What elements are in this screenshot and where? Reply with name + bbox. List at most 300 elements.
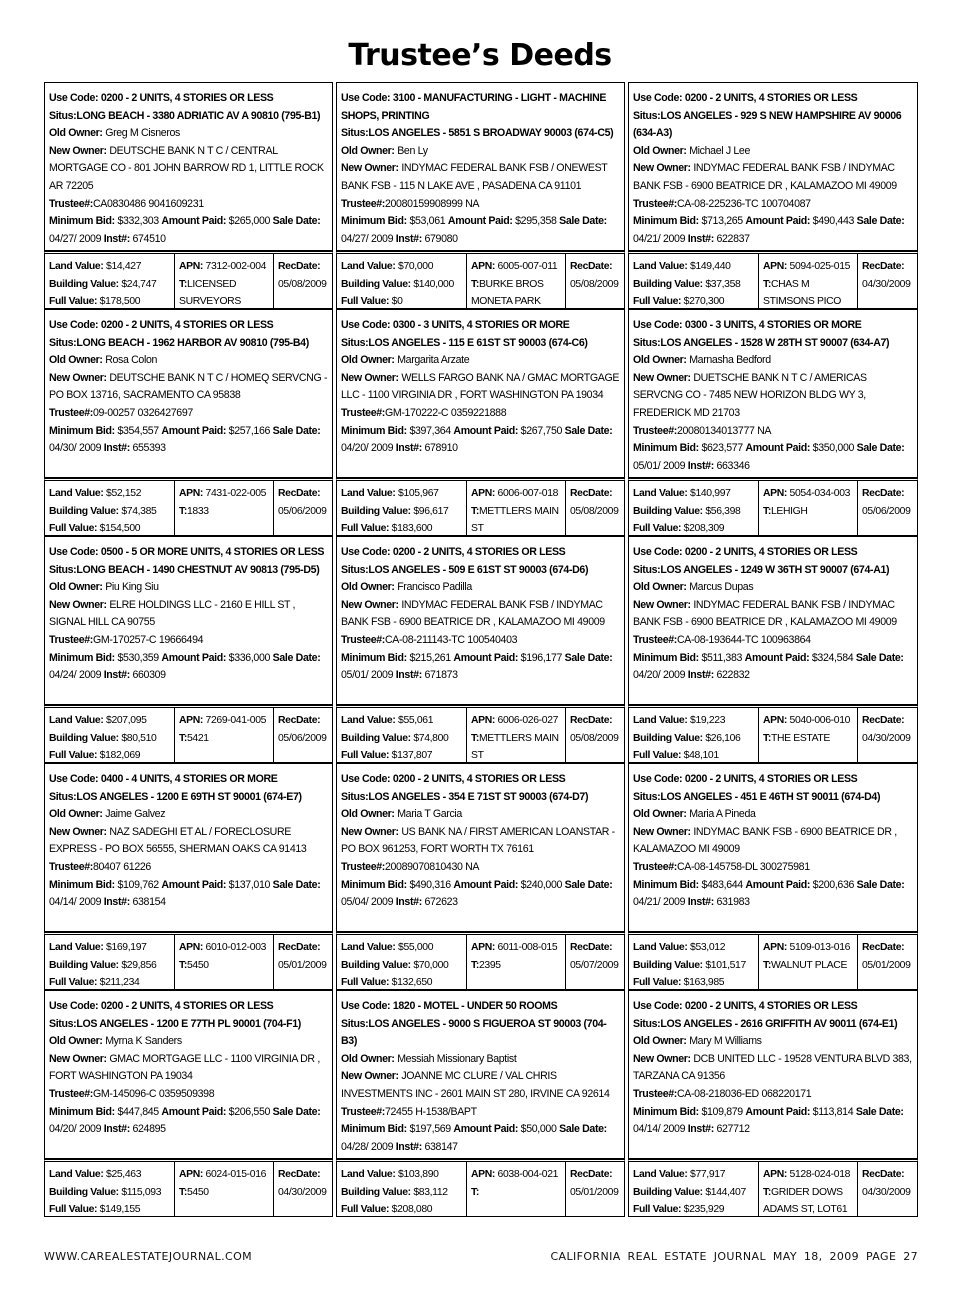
use-code-value: 0400 - 4 UNITS, 4 STORIES OR MORE (100, 773, 278, 785)
tract-label: T: (179, 505, 187, 517)
bid-line (341, 1121, 621, 1156)
use-code-line (633, 544, 914, 562)
old-owner-label: Old Owner: (633, 581, 687, 594)
building-value-value: $56,398 (705, 505, 741, 517)
old-owner-line (633, 1033, 914, 1051)
land-value-value: $14,427 (106, 261, 142, 272)
recdate-value: 05/06/2009 (278, 732, 327, 744)
apn-value: 7269-041-005 (205, 715, 267, 726)
apn-line (179, 939, 270, 957)
situs-value: LOS ANGELES - 929 S NEW HAMPSHIRE AV 90006 (634-A3) (633, 109, 902, 140)
bid-line (49, 423, 329, 458)
values-cell (629, 254, 758, 308)
situs-label: Situs: (633, 1017, 661, 1030)
situs-value: LONG BEACH - 3380 ADRIATIC AV A 90810 (795-B1) (76, 109, 321, 122)
deed-record (628, 536, 918, 763)
building-value-label: Building Value: (341, 732, 411, 744)
trustee-label: Trustee#: (341, 860, 385, 873)
land-value-value: $77,917 (690, 1169, 726, 1180)
deed-record (628, 763, 918, 990)
min-bid-label: Minimum Bid: (633, 651, 699, 664)
old-owner-value: Messiah Missionary Baptist (397, 1052, 517, 1065)
trustee-value: CA0830486 9041609231 (92, 197, 204, 210)
old-owner-line (633, 579, 914, 597)
sale-date-label: Sale Date: (559, 1123, 607, 1136)
apn-line (763, 1166, 854, 1184)
use-code-line (341, 317, 621, 335)
full-value-line (633, 1201, 755, 1216)
tract-line (179, 503, 270, 521)
apn-cell (466, 1162, 565, 1216)
trustee-line (49, 632, 329, 650)
recdate-cell (565, 935, 624, 989)
trustee-line (633, 859, 914, 877)
sale-date-value: 04/20/ 2009 (341, 442, 394, 455)
use-code-value: 0200 - 2 UNITS, 4 STORIES OR LESS (392, 773, 566, 785)
bid-line (633, 1104, 914, 1139)
recdate-cell (565, 481, 624, 535)
old-owner-line (341, 143, 621, 161)
min-bid-label: Minimum Bid: (633, 878, 699, 891)
old-owner-label: Old Owner: (341, 354, 395, 367)
deed-details (628, 536, 918, 705)
apn-value: 5040-006-010 (789, 715, 851, 726)
situs-label: Situs: (341, 790, 369, 803)
building-value-line (49, 276, 171, 294)
apn-value: 5094-025-015 (789, 261, 851, 272)
footer-website: WWW.CAREALESTATEJOURNAL.COM (44, 1250, 253, 1263)
recdate-cell (273, 708, 332, 762)
use-code-line (341, 771, 621, 789)
new-owner-value: GMAC MORTGAGE LLC - 1100 VIRGINIA DR , FORT WASHINGTON PA 19034 (49, 1052, 320, 1083)
trustee-value: 72455 H-1538/BAPT (384, 1105, 477, 1118)
apn-label: APN: (763, 488, 787, 499)
recdate-value: 05/08/2009 (570, 732, 619, 744)
building-value-value: $37,358 (705, 278, 741, 290)
new-owner-value: INDYMAC FEDERAL BANK FSB / INDYMAC BANK FSB - 6900 BEATRICE DR , KALAMAZOO MI 49009 (633, 162, 897, 192)
values-cell (45, 935, 174, 989)
trustee-line (633, 632, 914, 650)
situs-value: LOS ANGELES - 509 E 61ST ST 90003 (674-D6) (368, 563, 589, 576)
min-bid-value: $713,265 (701, 215, 743, 228)
deed-record (336, 536, 625, 763)
new-owner-line (341, 1068, 621, 1103)
sale-date-value: 04/21/ 2009 (633, 896, 686, 909)
building-value-value: $140,000 (413, 278, 454, 290)
full-value-line (49, 747, 171, 762)
apn-value: 5109-013-016 (789, 942, 851, 953)
values-cell (337, 708, 466, 762)
apn-value: 6024-015-016 (205, 1169, 267, 1180)
min-bid-value: $109,879 (701, 1105, 743, 1118)
situs-value: LOS ANGELES - 1200 E 69TH ST 90001 (674-E7) (76, 790, 302, 803)
deed-record (336, 990, 625, 1217)
tract-label: T: (763, 732, 771, 744)
min-bid-label: Minimum Bid: (633, 1105, 699, 1118)
min-bid-value: $511,383 (701, 651, 743, 664)
min-bid-label: Minimum Bid: (49, 424, 115, 437)
values-cell (45, 481, 174, 535)
land-value-value: $169,197 (106, 942, 147, 953)
apn-value: 5128-024-018 (789, 1169, 851, 1180)
deed-details (628, 309, 918, 478)
new-owner-label: New Owner: (49, 825, 107, 838)
situs-value: LOS ANGELES - 5851 S BROADWAY 90003 (674-C5) (368, 127, 614, 140)
situs-label: Situs: (49, 336, 77, 349)
recdate-label: RecDate: (570, 488, 613, 499)
full-value-value: $208,309 (683, 523, 725, 534)
values-cell (337, 481, 466, 535)
deed-details (336, 536, 625, 705)
deed-values (628, 932, 918, 990)
min-bid-value: $197,569 (409, 1123, 451, 1136)
tract-label: T: (179, 732, 187, 744)
sale-date-label: Sale Date: (272, 651, 321, 664)
old-owner-line (633, 143, 914, 161)
new-owner-value: US BANK NA / FIRST AMERICAN LOANSTAR - PO BOX 961253, FORT WORTH TX 76161 (341, 825, 615, 856)
apn-cell (174, 1162, 273, 1216)
building-value-value: $101,517 (705, 959, 746, 971)
use-code-label: Use Code: (633, 92, 683, 104)
min-bid-label: Minimum Bid: (341, 1123, 407, 1136)
full-value-line (341, 1201, 463, 1216)
apn-label: APN: (179, 488, 203, 499)
full-value-line (341, 520, 463, 535)
use-code-label: Use Code: (633, 1000, 683, 1012)
land-value-line (341, 1166, 463, 1184)
recdate-label: RecDate: (278, 1169, 321, 1180)
new-owner-label: New Owner: (633, 371, 691, 384)
bid-line (633, 650, 914, 685)
deed-details (44, 536, 333, 705)
deed-values (44, 251, 333, 309)
situs-line (49, 789, 329, 807)
apn-cell (466, 481, 565, 535)
full-value-value: $208,080 (391, 1204, 433, 1215)
full-value-label: Full Value: (341, 523, 390, 534)
recdate-label: RecDate: (570, 715, 613, 726)
situs-label: Situs: (49, 1017, 77, 1030)
new-owner-label: New Owner: (341, 598, 399, 611)
old-owner-label: Old Owner: (633, 1035, 687, 1048)
tract-value: BURKE BROS MONETA PARK (471, 278, 544, 307)
recdate-value: 05/01/2009 (570, 1186, 619, 1198)
deed-record (336, 763, 625, 990)
full-value-value: $270,300 (683, 296, 725, 307)
land-value-label: Land Value: (49, 488, 104, 499)
recdate-value: 05/01/2009 (278, 959, 327, 971)
land-value-label: Land Value: (633, 261, 688, 272)
trustee-label: Trustee#: (49, 406, 93, 419)
building-value-label: Building Value: (341, 1186, 411, 1198)
recdate-cell (857, 1162, 917, 1216)
new-owner-value: JOANNE MC CLURE / VAL CHRIS INVESTMENTS INC - 2601 MAIN ST 280, IRVINE CA 92614 (341, 1070, 610, 1100)
use-code-value: 3100 - MANUFACTURING - LIGHT - MACHINE SHOPS, PRINTING (341, 92, 607, 122)
inst-label: Inst#: (395, 669, 422, 682)
apn-label: APN: (763, 261, 787, 272)
inst-value: 672623 (424, 896, 458, 909)
trustee-line (633, 423, 914, 441)
building-value-line (633, 957, 755, 975)
tract-label: T: (763, 505, 771, 517)
old-owner-value: Michael J Lee (689, 144, 751, 157)
land-value-line (49, 485, 171, 503)
amount-paid-value: $324,584 (811, 651, 854, 664)
use-code-value: 0200 - 2 UNITS, 4 STORIES OR LESS (392, 546, 566, 558)
land-value-line (341, 485, 463, 503)
old-owner-line (49, 579, 329, 597)
sale-date-value: 04/27/ 2009 (341, 232, 394, 245)
min-bid-label: Minimum Bid: (341, 651, 407, 664)
recdate-label: RecDate: (862, 1169, 905, 1180)
recdate-value: 05/07/2009 (570, 959, 619, 971)
situs-line (633, 789, 914, 807)
use-code-value: 0200 - 2 UNITS, 4 STORIES OR LESS (100, 92, 274, 104)
apn-value: 6005-007-011 (497, 261, 558, 272)
old-owner-value: Ben Ly (397, 144, 428, 157)
amount-paid-value: $265,000 (228, 215, 271, 228)
sale-date-value: 04/14/ 2009 (49, 896, 102, 909)
deed-record (44, 763, 333, 990)
trustee-value: CA-08-218036-ED 068220171 (676, 1087, 812, 1100)
trustee-label: Trustee#: (341, 197, 385, 210)
bid-line (633, 440, 914, 475)
new-owner-label: New Owner: (633, 162, 691, 175)
sale-date-value: 04/20/ 2009 (633, 669, 686, 682)
old-owner-value: Marnasha Bedford (689, 354, 771, 367)
full-value-value: $178,500 (99, 296, 141, 307)
old-owner-line (49, 352, 329, 370)
inst-value: 674510 (132, 232, 166, 245)
full-value-label: Full Value: (341, 1204, 390, 1215)
recdate-cell (857, 254, 917, 308)
recdate-value: 05/08/2009 (278, 278, 327, 290)
recdate-value: 04/30/2009 (278, 1186, 327, 1198)
trustee-label: Trustee#: (49, 860, 93, 873)
tract-label: T: (471, 1186, 479, 1198)
new-owner-line (633, 160, 914, 195)
apn-cell (758, 935, 857, 989)
apn-cell (758, 1162, 857, 1216)
recdate-label: RecDate: (570, 1169, 613, 1180)
recdate-cell (273, 481, 332, 535)
trustee-line (49, 859, 329, 877)
trustee-value: 20080134013777 NA (676, 424, 772, 437)
old-owner-value: Mary M Williams (689, 1035, 762, 1048)
building-value-label: Building Value: (633, 732, 703, 744)
use-code-label: Use Code: (341, 773, 391, 785)
new-owner-label: New Owner: (341, 162, 399, 175)
trustee-value: CA-08-193644-TC 100963864 (676, 633, 811, 646)
land-value-label: Land Value: (49, 942, 104, 953)
recdate-value: 05/06/2009 (862, 505, 911, 517)
sale-date-label: Sale Date: (856, 215, 905, 228)
new-owner-line (633, 824, 914, 859)
trustee-label: Trustee#: (633, 197, 677, 210)
old-owner-label: Old Owner: (49, 127, 103, 140)
building-value-value: $115,093 (121, 1186, 162, 1198)
deed-record (628, 990, 918, 1217)
values-cell (45, 254, 174, 308)
apn-label: APN: (763, 715, 787, 726)
full-value-label: Full Value: (633, 296, 682, 307)
apn-label: APN: (471, 488, 495, 499)
full-value-label: Full Value: (633, 1204, 682, 1215)
use-code-line (633, 317, 914, 335)
use-code-value: 0300 - 3 UNITS, 4 STORIES OR MORE (684, 319, 862, 331)
trustee-label: Trustee#: (341, 1105, 385, 1118)
inst-label: Inst#: (395, 232, 422, 245)
apn-line (179, 712, 270, 730)
full-value-line (341, 747, 463, 762)
trustee-value: GM-170222-C 0359221888 (384, 406, 507, 419)
old-owner-label: Old Owner: (49, 354, 103, 367)
situs-value: LONG BEACH - 1962 HARBOR AV 90810 (795-B4) (76, 336, 309, 349)
deed-record (336, 309, 625, 536)
recdate-value: 05/01/2009 (862, 959, 911, 971)
trustee-value: 20089070810430 NA (384, 860, 480, 873)
old-owner-value: Jaime Galvez (105, 808, 166, 821)
building-value-value: $144,407 (705, 1186, 746, 1198)
tract-line (179, 1184, 270, 1202)
sale-date-value: 04/14/ 2009 (633, 1123, 686, 1136)
min-bid-label: Minimum Bid: (341, 424, 407, 437)
tract-value: METTLERS MAIN ST (471, 732, 559, 761)
min-bid-label: Minimum Bid: (49, 215, 115, 228)
use-code-value: 0200 - 2 UNITS, 4 STORIES OR LESS (684, 546, 858, 558)
min-bid-value: $447,845 (117, 1105, 159, 1118)
tract-line (763, 957, 854, 975)
new-owner-label: New Owner: (341, 825, 399, 838)
situs-line (341, 335, 621, 353)
old-owner-line (341, 352, 621, 370)
sale-date-label: Sale Date: (564, 424, 613, 437)
use-code-line (633, 998, 914, 1016)
trustee-label: Trustee#: (49, 1087, 93, 1100)
inst-value: 622837 (716, 232, 750, 245)
new-owner-value: INDYMAC FEDERAL BANK FSB / ONEWEST BANK FSB - 115 N LAKE AVE , PASADENA CA 91101 (341, 162, 608, 192)
inst-value: 627712 (716, 1123, 750, 1136)
tract-line (471, 503, 562, 536)
amount-paid-label: Amount Paid: (161, 1105, 227, 1118)
bid-line (49, 877, 329, 912)
trustee-line (341, 405, 621, 423)
situs-label: Situs: (49, 563, 77, 576)
apn-label: APN: (179, 261, 203, 272)
building-value-line (49, 503, 171, 521)
apn-line (471, 712, 562, 730)
inst-value: 660309 (132, 669, 166, 682)
use-code-value: 1820 - MOTEL - UNDER 50 ROOMS (392, 1000, 558, 1012)
deed-record (44, 309, 333, 536)
building-value-line (633, 503, 755, 521)
amount-paid-label: Amount Paid: (745, 878, 811, 891)
use-code-label: Use Code: (633, 546, 683, 558)
new-owner-line (633, 597, 914, 632)
apn-cell (466, 935, 565, 989)
inst-value: 679080 (424, 232, 458, 245)
sale-date-value: 05/01/ 2009 (341, 669, 394, 682)
building-value-value: $24,747 (121, 278, 157, 290)
situs-line (49, 1016, 329, 1034)
full-value-line (633, 747, 755, 762)
deed-details (336, 990, 625, 1159)
deed-values (44, 705, 333, 763)
apn-value: 7431-022-005 (205, 488, 267, 499)
tract-line (179, 730, 270, 748)
recdate-cell (565, 708, 624, 762)
situs-line (341, 1016, 621, 1051)
deeds-grid (44, 82, 918, 1217)
situs-line (49, 562, 329, 580)
deed-values (44, 1159, 333, 1217)
apn-value: 7312-002-004 (205, 261, 267, 272)
min-bid-label: Minimum Bid: (49, 1105, 115, 1118)
land-value-value: $207,095 (106, 715, 147, 726)
full-value-line (49, 293, 171, 308)
land-value-label: Land Value: (49, 261, 104, 272)
apn-label: APN: (763, 942, 787, 953)
inst-value: 622832 (716, 669, 750, 682)
inst-value: 655393 (132, 442, 166, 455)
apn-label: APN: (471, 715, 495, 726)
land-value-label: Land Value: (633, 488, 688, 499)
land-value-value: $25,463 (106, 1169, 142, 1180)
tract-label: T: (763, 278, 771, 290)
amount-paid-label: Amount Paid: (161, 651, 227, 664)
new-owner-label: New Owner: (633, 598, 691, 611)
deed-details (44, 309, 333, 478)
sale-date-value: 04/20/ 2009 (49, 1123, 102, 1136)
bid-line (49, 1104, 329, 1139)
min-bid-label: Minimum Bid: (633, 215, 699, 228)
full-value-line (49, 520, 171, 535)
use-code-line (341, 998, 621, 1016)
amount-paid-value: $490,443 (812, 215, 855, 228)
use-code-label: Use Code: (49, 773, 99, 785)
amount-paid-label: Amount Paid: (161, 424, 227, 437)
tract-line (763, 730, 854, 748)
situs-label: Situs: (341, 127, 369, 140)
amount-paid-label: Amount Paid: (161, 215, 227, 228)
deed-values (336, 478, 625, 536)
situs-value: LOS ANGELES - 354 E 71ST ST 90003 (674-D7) (368, 790, 589, 803)
building-value-label: Building Value: (341, 505, 411, 517)
building-value-value: $83,112 (413, 1186, 448, 1198)
tract-label: T: (471, 959, 479, 971)
land-value-line (341, 258, 463, 276)
trustee-label: Trustee#: (633, 633, 677, 646)
sale-date-value: 04/28/ 2009 (341, 1140, 394, 1153)
deed-column (336, 82, 625, 1217)
trustee-label: Trustee#: (341, 406, 385, 419)
land-value-value: $140,997 (690, 488, 731, 499)
situs-line (341, 562, 621, 580)
full-value-label: Full Value: (49, 523, 98, 534)
trustee-value: GM-145096-C 0359509398 (92, 1087, 215, 1100)
situs-label: Situs: (341, 563, 369, 576)
old-owner-value: Piu King Siu (105, 581, 159, 594)
tract-value: 5450 (186, 959, 209, 971)
use-code-value: 0200 - 2 UNITS, 4 STORIES OR LESS (100, 319, 274, 331)
tract-value: 1833 (186, 505, 209, 517)
apn-cell (466, 254, 565, 308)
land-value-line (341, 939, 463, 957)
building-value-label: Building Value: (49, 505, 119, 517)
deed-record (336, 82, 625, 309)
old-owner-line (49, 1033, 329, 1051)
sale-date-value: 04/30/ 2009 (49, 442, 102, 455)
